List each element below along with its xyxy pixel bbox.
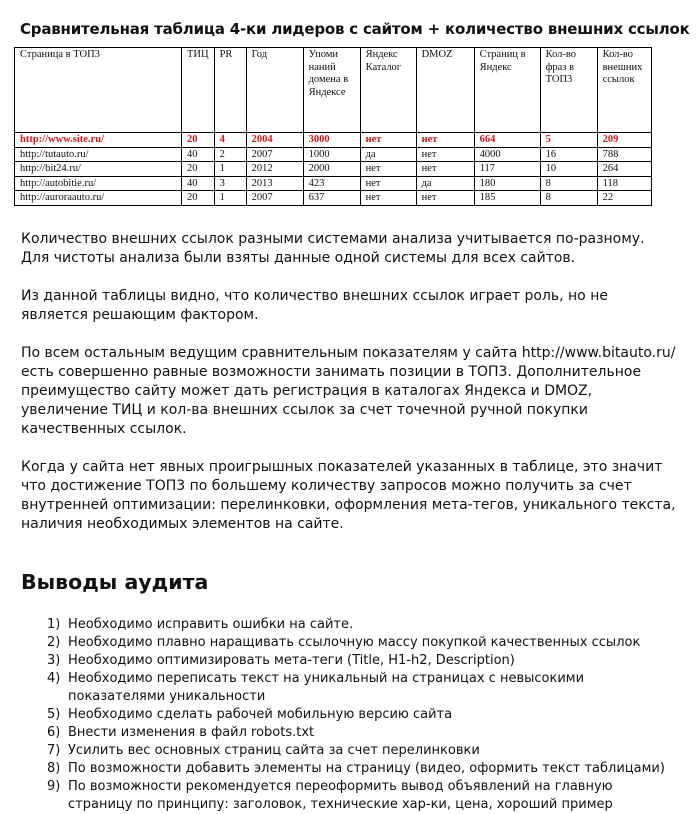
table-cell: 117 bbox=[474, 162, 540, 177]
list-item bbox=[20, 742, 680, 760]
list-item-text: Необходимо оптимизировать мета-теги (Title, H1-h2, Description) bbox=[68, 653, 515, 668]
paragraph-opportunities: По всем остальным ведущим сравнительным показателям у сайта http://www.bitauto.ru/ есть совершенно равные возможности занимать позиции в ТОП3. Дополнительное преимущество сайту может дать регистрация в каталогах Яндекса и DMOZ, увеличение ТИЦ и кол-ва внешних ссылок за счет точечной ручной покупки качественных ссылок. bbox=[21, 345, 676, 437]
table-cell: нет bbox=[416, 191, 474, 206]
table-cell: 118 bbox=[597, 176, 651, 191]
table-cell: 3000 bbox=[303, 133, 360, 148]
list-item-text: Необходимо сделать рабочей мобильную версию сайта bbox=[68, 707, 453, 722]
header-page: Страница в ТОП3 bbox=[15, 48, 182, 133]
list-item bbox=[20, 724, 680, 742]
list-item bbox=[20, 670, 680, 706]
table-cell: 20 bbox=[182, 133, 215, 148]
table-cell: 180 bbox=[474, 176, 540, 191]
paragraph-internal-optimization: Когда у сайта нет явных проигрышных показателей указанных в таблице, это значит что достижение ТОП3 по большему количеству запросов можно получить за счет внутренней оптимизации: перелинковки, оформления мета-тегов, уникального текста, наличия необходимых элементов на сайте. bbox=[21, 459, 676, 532]
list-item bbox=[20, 706, 680, 724]
list-item-number: 5) bbox=[47, 707, 61, 722]
table-cell: нет bbox=[416, 162, 474, 177]
table-row bbox=[15, 176, 652, 191]
conclusions-list bbox=[20, 616, 680, 814]
table-header-row bbox=[15, 48, 652, 133]
table-cell: 16 bbox=[540, 147, 597, 162]
header-yandex-catalog: Яндекс Каталог bbox=[360, 48, 416, 133]
list-item-number: 7) bbox=[47, 743, 61, 758]
list-item-text: Необходимо исправить ошибки на сайте. bbox=[68, 617, 354, 632]
list-item-number: 4) bbox=[47, 671, 61, 686]
table-cell: 2012 bbox=[246, 162, 303, 177]
header-dmoz: DMOZ bbox=[416, 48, 474, 133]
table-cell: 3 bbox=[214, 176, 246, 191]
header-phrases-top3: Кол-во фраз в ТОП3 bbox=[540, 48, 597, 133]
list-item-number: 1) bbox=[47, 617, 61, 632]
header-external-links: Кол-во внешних ссылок bbox=[597, 48, 651, 133]
table-cell: нет bbox=[360, 162, 416, 177]
list-item-text: По возможности рекомендуется переоформить вывод объявлений на главную страницу по принципу: заголовок, технические хар-ки, цена, хороший пример bbox=[68, 779, 613, 812]
paragraph-link-counting: Количество внешних ссылок разными системами анализа учитывается по-разному. Для чистоты анализа были взяты данные одной системы для всех сайтов. bbox=[21, 231, 645, 266]
list-item-text: По возможности добавить элементы на страницу (видео, оформить текст таблицами) bbox=[68, 761, 665, 776]
table-cell: 4000 bbox=[474, 147, 540, 162]
list-item-number: 2) bbox=[47, 635, 61, 650]
table-cell: http://www.site.ru/ bbox=[15, 133, 182, 148]
table-cell: 1 bbox=[214, 162, 246, 177]
table-cell: 664 bbox=[474, 133, 540, 148]
table-cell: 8 bbox=[540, 176, 597, 191]
table-row bbox=[15, 162, 652, 177]
list-item-number: 8) bbox=[47, 761, 61, 776]
list-item-text: Необходимо переписать текст на уникальный на страницах с невысокими показателями уникальности bbox=[68, 671, 585, 704]
comparison-table bbox=[14, 47, 652, 206]
table-cell: 2 bbox=[214, 147, 246, 162]
list-item-text: Усилить вес основных страниц сайта за счет перелинковки bbox=[68, 743, 480, 758]
paragraph-links-role: Из данной таблицы видно, что количество внешних ссылок играет роль, но не является решающим фактором. bbox=[21, 288, 608, 323]
table-cell: 2000 bbox=[303, 162, 360, 177]
table-cell: 423 bbox=[303, 176, 360, 191]
table-cell: 264 bbox=[597, 162, 651, 177]
table-cell: 2013 bbox=[246, 176, 303, 191]
header-year: Год bbox=[246, 48, 303, 133]
table-cell: 10 bbox=[540, 162, 597, 177]
table-cell: да bbox=[360, 147, 416, 162]
list-item bbox=[20, 634, 680, 652]
table-row bbox=[15, 191, 652, 206]
table-cell: http://bit24.ru/ bbox=[15, 162, 182, 177]
table-cell: нет bbox=[416, 147, 474, 162]
list-item bbox=[20, 616, 680, 634]
table-cell: 5 bbox=[540, 133, 597, 148]
table-cell: 1000 bbox=[303, 147, 360, 162]
list-item bbox=[20, 760, 680, 778]
table-cell: 8 bbox=[540, 191, 597, 206]
table-cell: нет bbox=[360, 176, 416, 191]
document-title: Сравнительная таблица 4-ки лидеров с сайтом + количество внешних ссылок bbox=[20, 20, 690, 39]
header-pages-in-yandex: Страниц в Яндекс bbox=[474, 48, 540, 133]
table-cell: нет bbox=[360, 133, 416, 148]
table-row-highlighted bbox=[15, 133, 652, 148]
conclusions-heading: Выводы аудита bbox=[21, 570, 209, 594]
header-pr: PR bbox=[214, 48, 246, 133]
table-cell: 2004 bbox=[246, 133, 303, 148]
table-cell: 20 bbox=[182, 162, 215, 177]
list-item-text: Внести изменения в файл robots.txt bbox=[68, 725, 315, 740]
table-cell: 40 bbox=[182, 176, 215, 191]
list-item bbox=[20, 652, 680, 670]
table-cell: 22 bbox=[597, 191, 651, 206]
table-cell: нет bbox=[416, 133, 474, 148]
list-item-number: 9) bbox=[47, 779, 61, 794]
list-item-number: 3) bbox=[47, 653, 61, 668]
header-tic: ТИЦ bbox=[182, 48, 215, 133]
table-cell: http://auroraauto.ru/ bbox=[15, 191, 182, 206]
table-cell: 1 bbox=[214, 191, 246, 206]
table-cell: 209 bbox=[597, 133, 651, 148]
table-cell: нет bbox=[360, 191, 416, 206]
table-cell: http://tutauto.ru/ bbox=[15, 147, 182, 162]
list-item-number: 6) bbox=[47, 725, 61, 740]
table-cell: http://autobitie.ru/ bbox=[15, 176, 182, 191]
table-cell: 40 bbox=[182, 147, 215, 162]
table-cell: 4 bbox=[214, 133, 246, 148]
table-cell: 2007 bbox=[246, 191, 303, 206]
table-cell: 185 bbox=[474, 191, 540, 206]
table-cell: да bbox=[416, 176, 474, 191]
list-item-text: Необходимо плавно наращивать ссылочную массу покупкой качественных ссылок bbox=[68, 635, 641, 650]
table-cell: 2007 bbox=[246, 147, 303, 162]
table-cell: 20 bbox=[182, 191, 215, 206]
table-cell: 637 bbox=[303, 191, 360, 206]
table-cell: 788 bbox=[597, 147, 651, 162]
list-item bbox=[20, 778, 680, 814]
header-mentions: Упоми наний домена в Яндексе bbox=[303, 48, 360, 133]
table-row bbox=[15, 147, 652, 162]
